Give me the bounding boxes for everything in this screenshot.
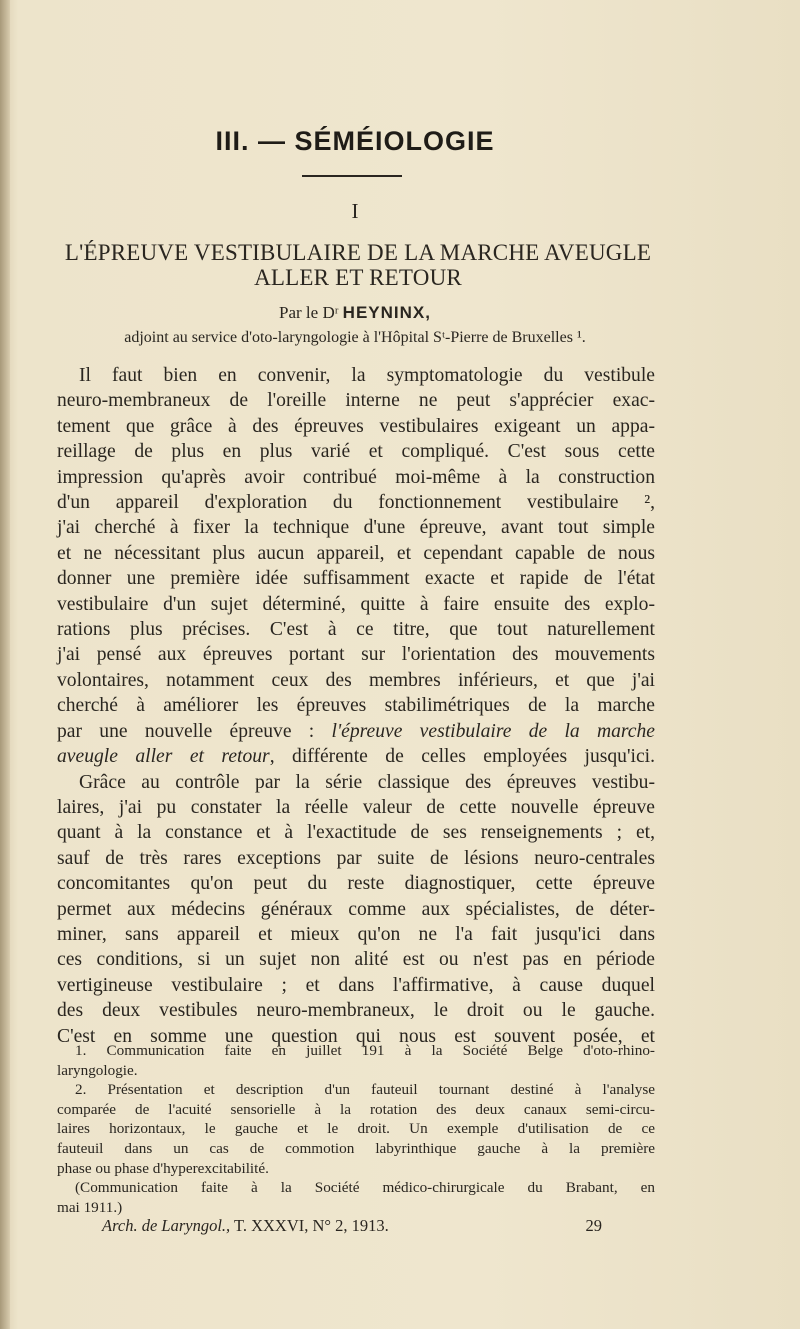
journal-name: Arch. de Laryngol., xyxy=(102,1216,231,1235)
footnote-line: 2. Présentation et description d'un fauteuil tournant destiné à l'analyse xyxy=(75,1081,655,1099)
body-text-plain: par une nouvelle épreuve : xyxy=(57,720,332,742)
page-footer xyxy=(102,1216,602,1236)
body-line: neuro-membraneux de l'oreille interne ne peut s'apprécier exac- xyxy=(57,390,655,412)
body-text-plain: , différente de celles employées jusqu'ici. xyxy=(269,746,655,768)
footnote-line: fauteuil dans un cas de commotion labyrinthique gauche à la première xyxy=(57,1139,655,1157)
body-line: concomitantes qu'on peut du reste diagnostiquer, cette épreuve xyxy=(57,873,655,895)
article-title-line-2: ALLER ET RETOUR xyxy=(254,265,462,290)
footnote-line: 1. Communication faite en juillet 191 à la Société Belge d'oto-rhino- xyxy=(75,1042,655,1059)
body-line-with-italic xyxy=(57,744,655,769)
body-line: quant à la constance et à l'exactitude de ses renseignements ; et, xyxy=(57,822,655,844)
italic-test-name-continued: aveugle aller et retour xyxy=(57,746,270,768)
byline xyxy=(0,303,710,323)
body-line: rations plus précises. C'est à ce titre, que tout naturellement xyxy=(57,619,655,641)
body-line: Il faut bien en convenir, la symptomatologie du vestibule xyxy=(79,365,655,386)
body-line: j'ai cherché à fixer la technique d'une épreuve, avant tout simple xyxy=(57,517,655,539)
body-line: cherché à améliorer les épreuves stabilimétriques de la marche xyxy=(57,695,655,717)
body-line: Grâce au contrôle par la série classique des épreuves vestibu- xyxy=(79,771,655,793)
body-text xyxy=(57,363,655,1049)
italic-test-name: l'épreuve vestibulaire de la marche xyxy=(331,720,655,742)
body-line: des deux vestibules neuro-membraneux, le droit ou le gauche. xyxy=(57,1000,655,1022)
article-title-line-1: L'ÉPREUVE VESTIBULAIRE DE LA MARCHE AVEUGLE xyxy=(64,240,652,265)
footnotes xyxy=(57,1041,655,1217)
body-line: laires, j'ai pu constater la réelle valeur de cette nouvelle épreuve xyxy=(57,796,655,818)
subsection-numeral: I xyxy=(351,199,359,223)
journal-volume: T. XXXVI, N° 2, 1913. xyxy=(230,1216,389,1235)
body-line: d'un appareil d'exploration du fonctionnement vestibulaire ², xyxy=(57,492,655,514)
body-line: sauf de très rares exceptions par suite de lésions neuro-centrales xyxy=(57,847,655,869)
footnote-line: laires horizontaux, le gauche et le droit. Un exemple d'utilisation de ce xyxy=(57,1120,655,1138)
body-line: ces conditions, si un sujet non alité est ou n'est pas en période xyxy=(57,949,655,971)
body-line: permet aux médecins généraux comme aux spécialistes, de déter- xyxy=(57,898,655,920)
article-title xyxy=(58,240,658,290)
footnote-line: (Communication faite à la Société médico-chirurgicale du Brabant, en xyxy=(75,1179,655,1197)
body-line: et ne nécessitant plus aucun appareil, et cependant capable de nous xyxy=(57,542,655,564)
author-name: HEYNINX, xyxy=(342,303,431,322)
footnote-line: laryngologie. xyxy=(57,1061,138,1079)
page-number: 29 xyxy=(585,1216,602,1235)
footnote-line: comparée de l'acuité sensorielle à la rotation des deux canaux semi-circu- xyxy=(57,1100,655,1118)
body-line-with-italic xyxy=(57,719,655,744)
body-line: tement que grâce à des épreuves vestibulaires exigeant un appa- xyxy=(57,415,655,437)
body-line: j'ai pensé aux épreuves portant sur l'orientation des mouvements xyxy=(57,644,655,666)
body-line: reillage de plus en plus varié et compliqué. C'est sous cette xyxy=(57,441,655,463)
body-line: miner, sans appareil et mieux qu'on ne l'a fait jusqu'ici dans xyxy=(57,923,655,945)
body-line: vertigineuse vestibulaire ; et dans l'affirmative, à cause duquel xyxy=(57,974,655,996)
body-line: donner une première idée suffisamment exacte et rapide de l'état xyxy=(57,568,655,590)
body-line: vestibulaire d'un sujet déterminé, quitte à faire ensuite des explo- xyxy=(57,593,655,615)
footnote-line: phase ou phase d'hyperexcitabilité. xyxy=(57,1159,269,1177)
author-affiliation: adjoint au service d'oto-laryngologie à l'Hôpital Sᵗ-Pierre de Bruxelles ¹. xyxy=(124,329,586,346)
body-line: volontaires, notamment ceux des membres inférieurs, et que j'ai xyxy=(57,669,655,691)
byline-prefix: Par le Dʳ xyxy=(279,303,339,322)
footnote-line: mai 1911.) xyxy=(57,1198,123,1216)
body-line: impression qu'après avoir contribué moi-même à la construction xyxy=(57,466,655,488)
body-line: C'est en somme une question qui nous est souvent posée, et xyxy=(57,1025,655,1047)
heading-rule xyxy=(302,175,402,177)
section-heading: III. — SÉMÉIOLOGIE xyxy=(215,126,495,156)
